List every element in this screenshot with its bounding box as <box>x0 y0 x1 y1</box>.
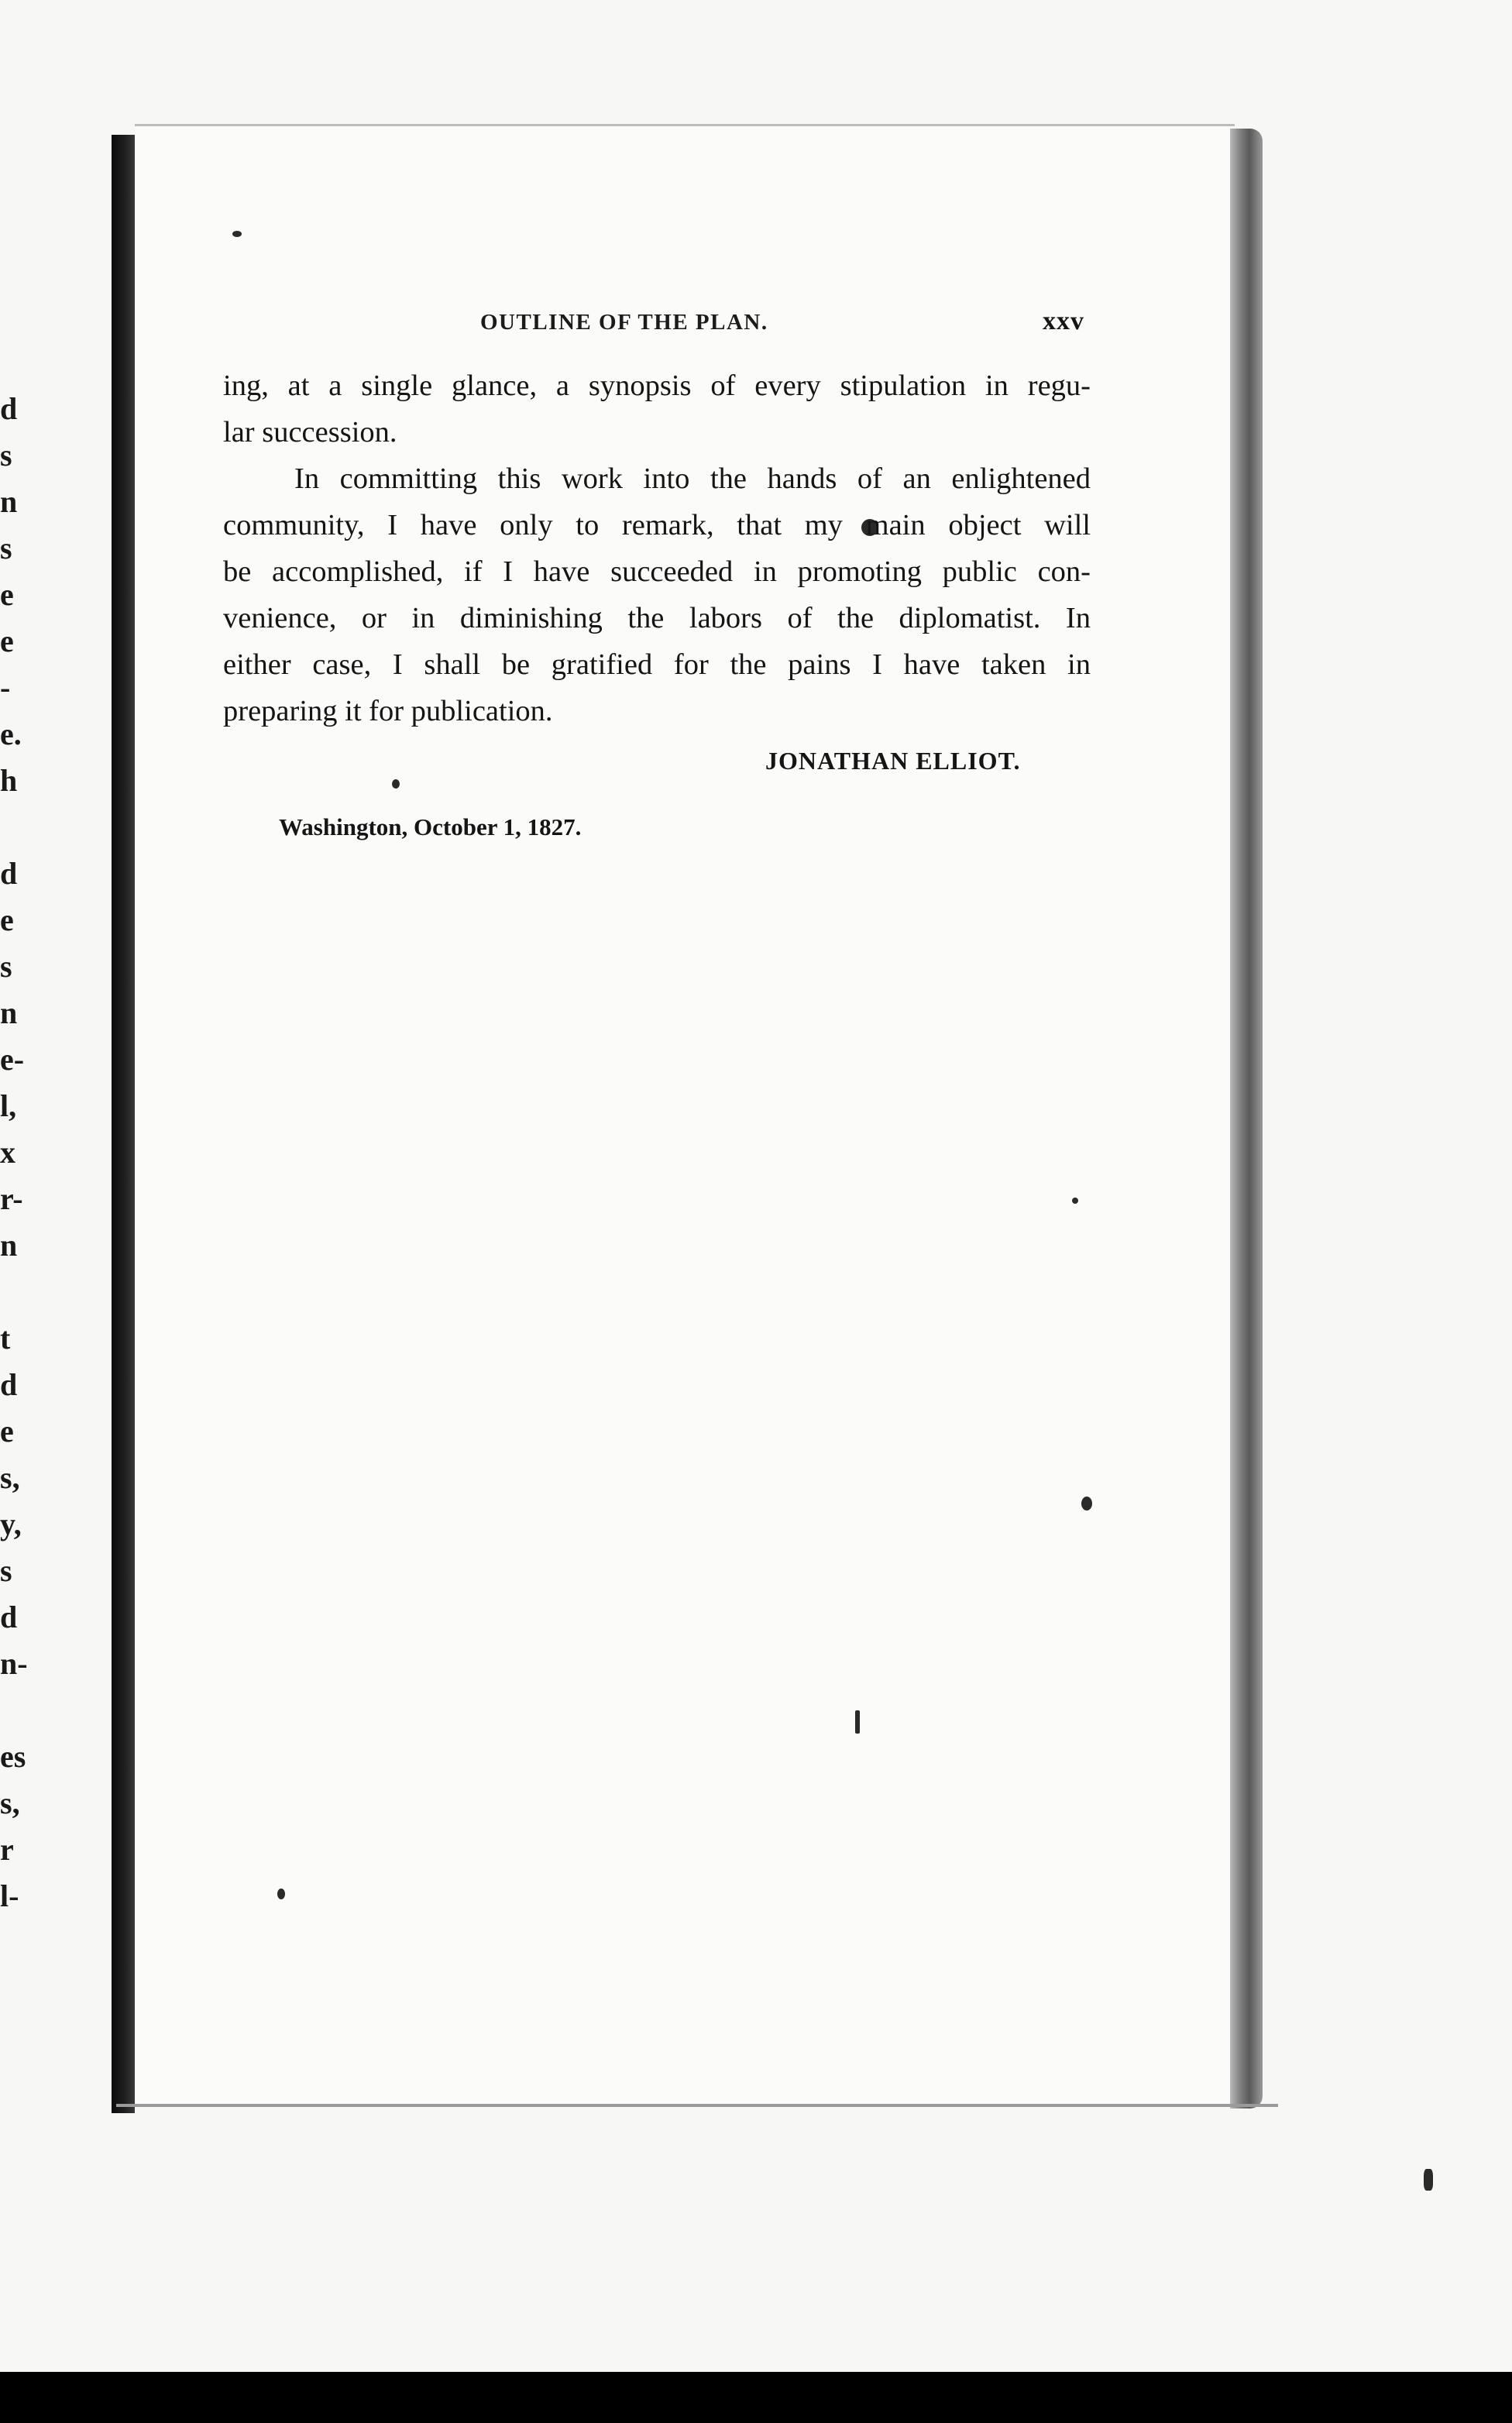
adjacent-page-fragments <box>0 372 28 1937</box>
text-line: either case, I shall be gratified for the pains I have taken in <box>223 648 1091 681</box>
scan-speck <box>1072 1198 1078 1204</box>
dateline: Washington, October 1, 1827. <box>279 813 582 840</box>
fragment: y, <box>0 1507 22 1541</box>
paragraph <box>223 455 1091 734</box>
scan-speck <box>392 779 400 789</box>
text-line: be accomplished, if I have succeeded in promoting public con- <box>223 555 1091 588</box>
fragment: e <box>0 1414 14 1449</box>
fragment: n <box>0 995 18 1030</box>
text-line: lar succession. <box>223 416 397 449</box>
fragment: n <box>0 1228 18 1263</box>
fragment: n- <box>0 1646 28 1681</box>
text-line: ing, at a single glance, a synopsis of every stipulation in regu- <box>223 369 1091 402</box>
scan-speck <box>855 1710 860 1734</box>
page-number: xxv <box>1043 307 1084 335</box>
fragment: d <box>0 856 18 891</box>
fragment: t <box>0 1321 11 1356</box>
fragment: e <box>0 902 14 937</box>
text-line: venience, or in diminishing the labors of the diplomatist. In <box>223 602 1091 634</box>
fragment: x <box>0 1135 15 1170</box>
fragment: es <box>0 1739 26 1774</box>
fragment: d <box>0 1367 18 1402</box>
page-edge-shadow <box>1230 129 1263 2109</box>
fragment: s, <box>0 1460 20 1495</box>
book-spine-shadow <box>112 135 135 2113</box>
fragment: l, <box>0 1088 17 1123</box>
fragment: h <box>0 763 18 798</box>
text-line: In committing this work into the hands of an enlightened <box>294 462 1091 495</box>
scan-speck <box>232 231 242 237</box>
fragment: d <box>0 391 18 426</box>
fragment: d <box>0 1600 18 1634</box>
text-line: community, I have only to remark, that my main object will <box>223 509 1091 541</box>
body-text <box>223 363 1091 734</box>
text-line: preparing it for publication. <box>223 695 553 727</box>
scan-bottom-border <box>0 2372 1512 2423</box>
fragment: l- <box>0 1878 19 1913</box>
fragment: - <box>0 670 11 705</box>
fragment: s <box>0 438 12 473</box>
fragment: n <box>0 484 18 519</box>
scan-speck <box>1081 1497 1092 1511</box>
fragment: e <box>0 624 14 658</box>
scan-speck <box>1424 2169 1433 2191</box>
fragment: s, <box>0 1785 20 1820</box>
running-head: OUTLINE OF THE PLAN. <box>480 310 768 335</box>
fragment: s <box>0 531 12 565</box>
fragment: s <box>0 949 12 984</box>
paragraph <box>223 363 1091 455</box>
fragment: e- <box>0 1042 25 1077</box>
fragment: r- <box>0 1181 23 1216</box>
page-bottom-edge <box>116 2104 1278 2107</box>
signature: JONATHAN ELLIOT. <box>765 747 1021 775</box>
fragment: r <box>0 1832 14 1867</box>
fragment: e. <box>0 717 22 751</box>
scan-speck <box>277 1889 285 1899</box>
fragment: s <box>0 1553 12 1588</box>
fragment: e <box>0 577 14 612</box>
